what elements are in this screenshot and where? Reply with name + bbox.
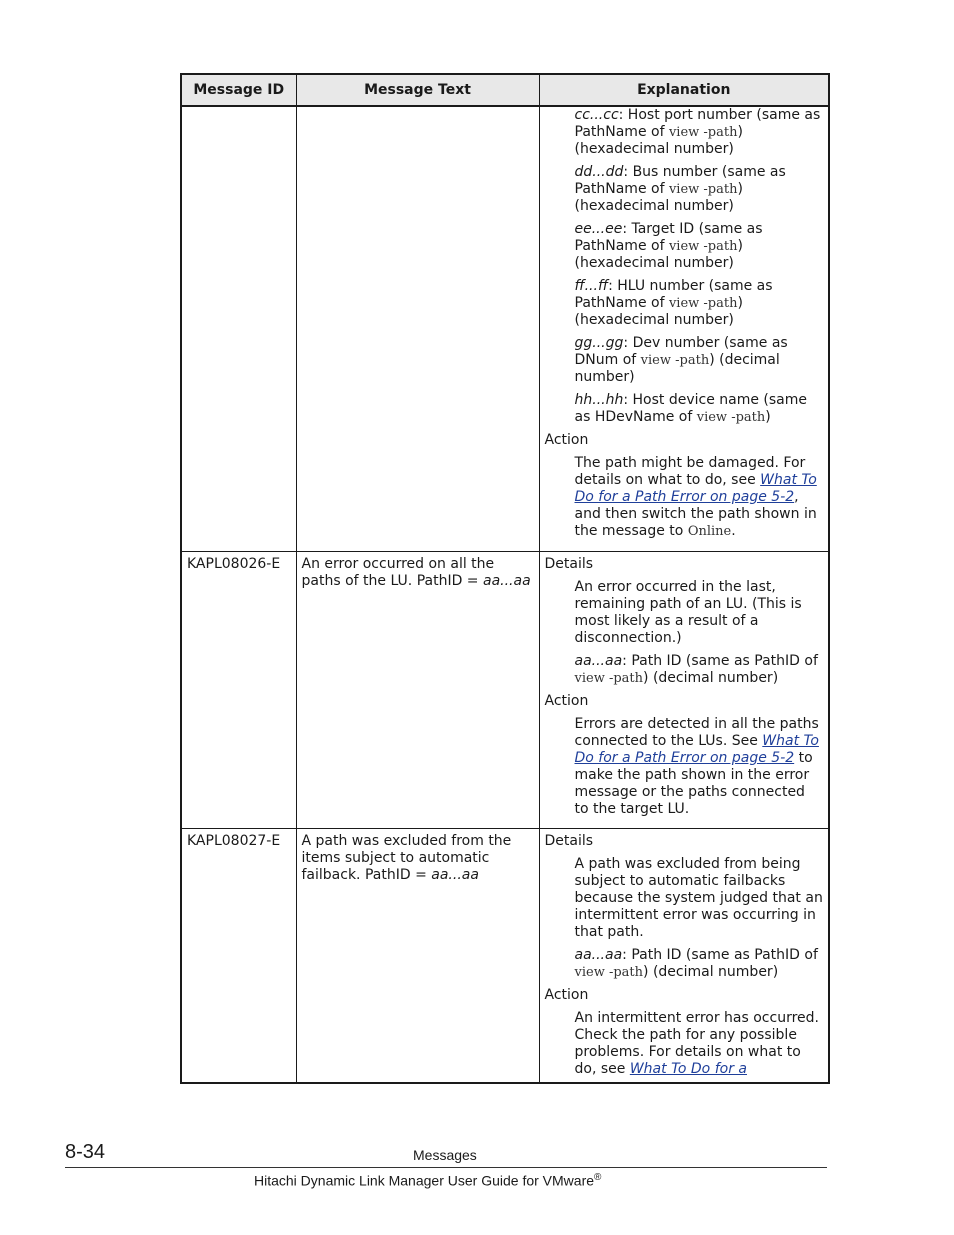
registered-mark: ® xyxy=(594,1172,602,1183)
variable-item: dd...dd: Bus number (same as PathName of view -path) (hexadecimal number) xyxy=(574,164,786,214)
table-row xyxy=(181,828,829,1083)
variable-item: ee...ee: Target ID (same as PathName of view -path) (hexadecimal number) xyxy=(574,221,763,271)
action-text: Errors are detected in all the paths connected to the LUs. See What To Do for a Path Error on page 5-2 to make the path shown in the error message or the paths connected to the target LU. xyxy=(574,715,819,817)
table-row xyxy=(181,106,829,551)
cell-message-id: KAPL08027-E xyxy=(181,828,296,1083)
cell-message-text: A path was excluded from the items subject to automatic failback. PathID = aa...aa xyxy=(296,828,539,1083)
details-label: Details xyxy=(544,832,594,849)
page-number: 8-34 xyxy=(65,1141,106,1163)
footer-divider xyxy=(65,1167,827,1168)
details-text: A path was excluded from being subject to automatic failbacks because the system judged that an intermittent error was occurring in that path. xyxy=(574,855,823,940)
cell-message-text xyxy=(296,106,539,551)
variable-item: gg...gg: Dev number (same as DNum of view -path) (decimal number) xyxy=(574,335,788,385)
cell-message-text: An error occurred on all the paths of the LU. PathID = aa...aa xyxy=(296,551,539,828)
cell-message-id: KAPL08026-E xyxy=(181,551,296,828)
footer-section: Messages xyxy=(413,1147,477,1163)
footer-guide-title: Hitachi Dynamic Link Manager User Guide for VMware® xyxy=(254,1172,602,1189)
header-message-id: Message ID xyxy=(181,74,296,106)
action-label: Action xyxy=(544,986,589,1003)
action-label: Action xyxy=(544,432,589,448)
path-error-link[interactable]: What To Do for a xyxy=(629,1060,747,1077)
messages-table xyxy=(180,73,830,1084)
variable-item: hh...hh: Host device name (same as HDevName of view -path) xyxy=(574,392,808,425)
action-label: Action xyxy=(544,692,589,709)
path-error-link[interactable]: What To Do for a Path Error on page 5-2 xyxy=(574,472,817,505)
header-explanation: Explanation xyxy=(539,74,829,106)
cell-explanation xyxy=(539,828,829,1083)
table-header-row xyxy=(181,74,829,106)
variable-item: ff...ff: HLU number (same as PathName of view -path) (hexadecimal number) xyxy=(574,278,773,328)
details-label: Details xyxy=(544,555,594,572)
action-text: An intermittent error has occurred. Check the path for any possible problems. For details on what to do, see What To Do for a xyxy=(574,1009,819,1077)
variable-item: aa...aa: Path ID (same as PathID of view -path) (decimal number) xyxy=(574,946,818,980)
action-text: The path might be damaged. For details on what to do, see What To Do for a Path Error on page 5-2, and then switch the path shown in the message to Online. xyxy=(574,455,817,539)
cell-message-id xyxy=(181,106,296,551)
variable-item: cc...cc: Host port number (same as PathName of view -path) (hexadecimal number) xyxy=(574,107,821,157)
variable-item: aa...aa: Path ID (same as PathID of view -path) (decimal number) xyxy=(574,652,818,686)
cell-explanation xyxy=(539,106,829,551)
cell-explanation xyxy=(539,551,829,828)
path-error-link[interactable]: What To Do for a Path Error on page 5-2 xyxy=(574,732,819,766)
header-message-text: Message Text xyxy=(296,74,539,106)
table-row xyxy=(181,551,829,828)
details-text: An error occurred in the last, remaining path of an LU. (This is most likely as a result of a disconnection.) xyxy=(574,578,802,646)
